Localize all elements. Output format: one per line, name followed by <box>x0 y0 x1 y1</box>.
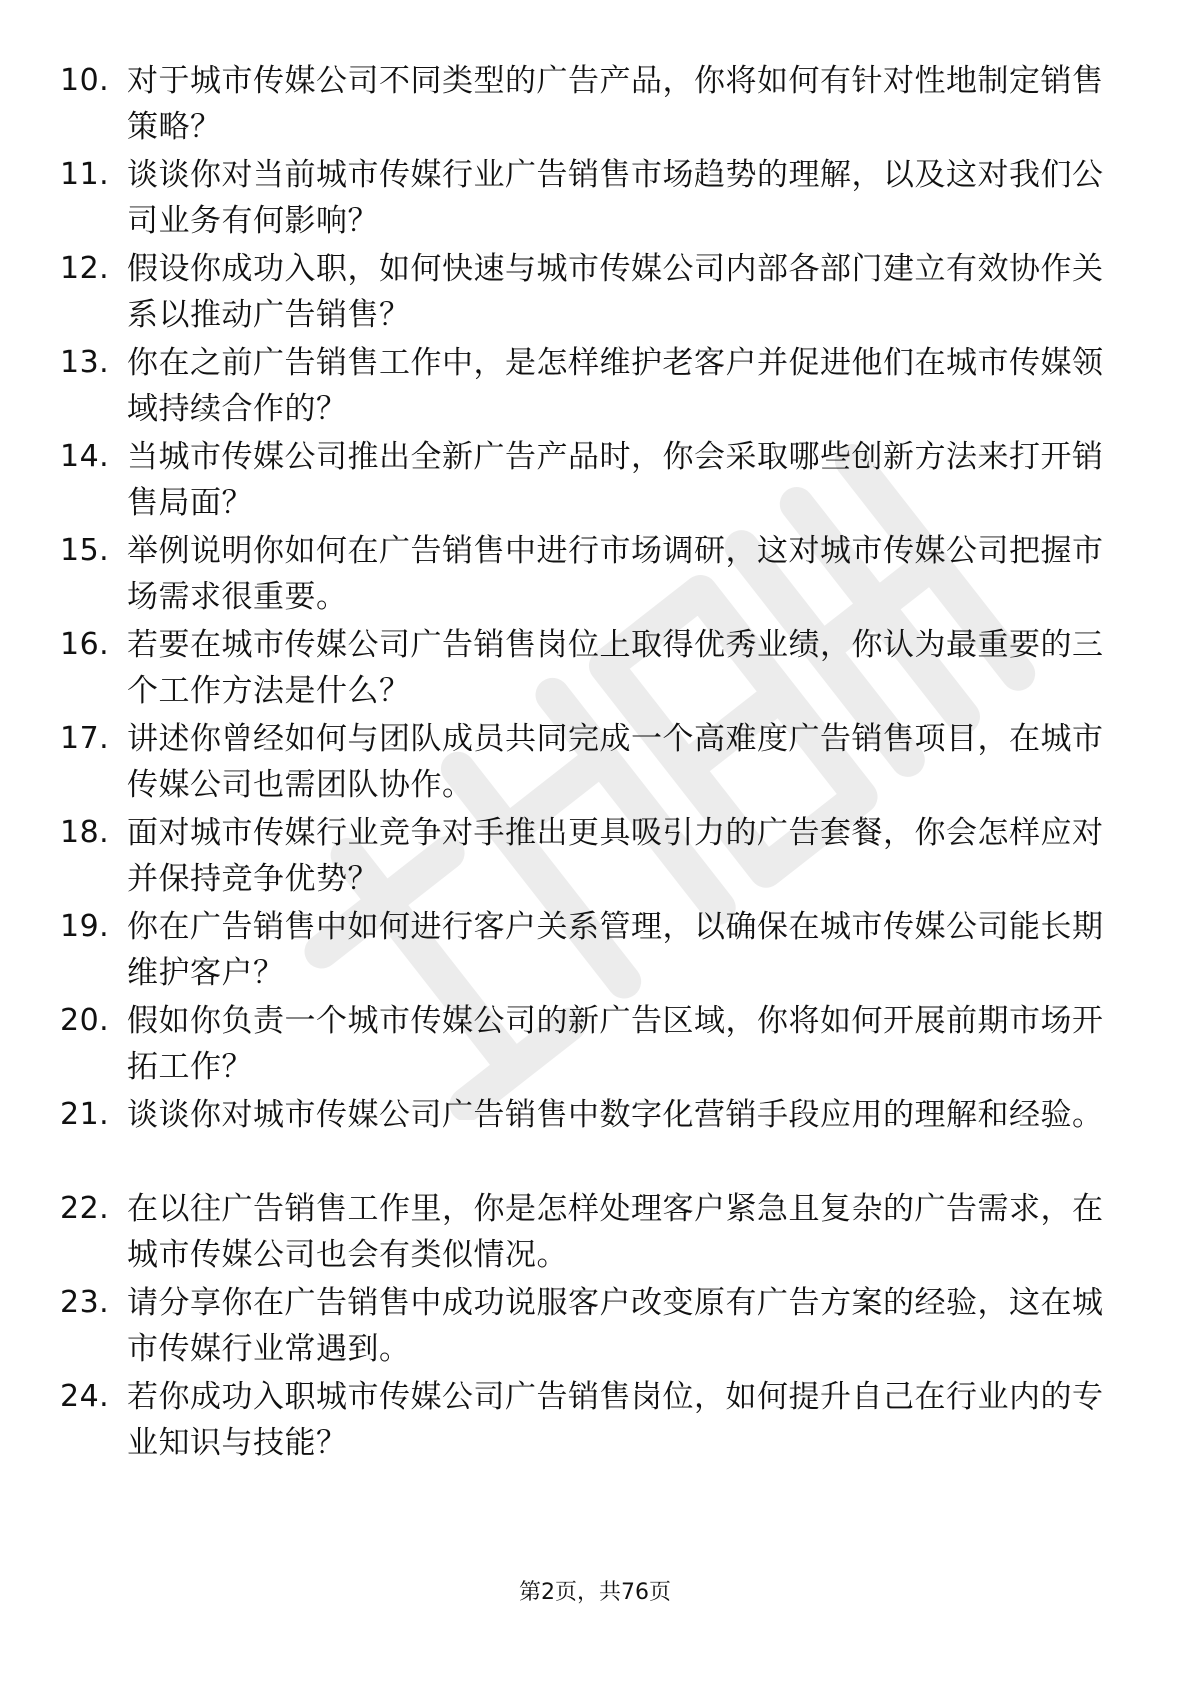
question-text: 假设你成功入职，如何快速与城市传媒公司内部各部门建立有效协作关系以推动广告销售？ <box>127 251 1104 333</box>
question-item <box>0 1368 1190 1462</box>
question-item <box>0 334 1190 428</box>
question-item <box>0 522 1190 616</box>
question-item <box>0 992 1190 1086</box>
question-text: 讲述你曾经如何与团队成员共同完成一个高难度广告销售项目，在城市传媒公司也需团队协作。 <box>127 721 1104 803</box>
question-item <box>0 1274 1190 1368</box>
question-item <box>0 1086 1190 1180</box>
question-text: 谈谈你对当前城市传媒行业广告销售市场趋势的理解，以及这对我们公司业务有何影响？ <box>127 157 1104 239</box>
page-footer <box>0 1575 1190 1606</box>
question-number: 12. <box>60 251 110 286</box>
question-item <box>0 898 1190 992</box>
question-text: 你在广告销售中如何进行客户关系管理，以确保在城市传媒公司能长期维护客户？ <box>127 909 1104 991</box>
question-text: 在以往广告销售工作里，你是怎样处理客户紧急且复杂的广告需求，在城市传媒公司也会有类似情况。 <box>127 1191 1104 1273</box>
question-item <box>0 146 1190 240</box>
question-item <box>0 1180 1190 1274</box>
question-number: 23. <box>60 1285 110 1320</box>
question-number: 21. <box>60 1097 110 1132</box>
question-number: 22. <box>60 1191 110 1226</box>
question-number: 24. <box>60 1379 110 1414</box>
question-text: 举例说明你如何在广告销售中进行市场调研，这对城市传媒公司把握市场需求很重要。 <box>127 533 1104 615</box>
question-number: 20. <box>60 1003 110 1038</box>
question-item <box>0 428 1190 522</box>
question-number: 19. <box>60 909 110 944</box>
question-number: 10. <box>60 63 110 98</box>
question-text: 谈谈你对城市传媒公司广告销售中数字化营销手段应用的理解和经验。 <box>127 1097 1104 1133</box>
question-number: 16. <box>60 627 110 662</box>
question-number: 14. <box>60 439 110 474</box>
question-number: 15. <box>60 533 110 568</box>
question-text: 当城市传媒公司推出全新广告产品时，你会采取哪些创新方法来打开销售局面？ <box>127 439 1104 521</box>
question-item <box>0 710 1190 804</box>
question-number: 13. <box>60 345 110 380</box>
question-text: 对于城市传媒公司不同类型的广告产品，你将如何有针对性地制定销售策略？ <box>127 63 1104 145</box>
question-item <box>0 804 1190 898</box>
question-item <box>0 240 1190 334</box>
question-text: 你在之前广告销售工作中，是怎样维护老客户并促进他们在城市传媒领域持续合作的？ <box>127 345 1104 427</box>
question-number: 11. <box>60 157 110 192</box>
question-list <box>0 52 1190 1462</box>
question-text: 面对城市传媒行业竞争对手推出更具吸引力的广告套餐，你会怎样应对并保持竞争优势？ <box>127 815 1104 897</box>
question-text: 若要在城市传媒公司广告销售岗位上取得优秀业绩，你认为最重要的三个工作方法是什么？ <box>127 627 1104 709</box>
question-text: 请分享你在广告销售中成功说服客户改变原有广告方案的经验，这在城市传媒行业常遇到。 <box>127 1285 1104 1367</box>
page-number-label: 第2页，共76页 <box>519 1580 671 1605</box>
question-item <box>0 52 1190 146</box>
question-item <box>0 616 1190 710</box>
question-text: 假如你负责一个城市传媒公司的新广告区域，你将如何开展前期市场开拓工作？ <box>127 1003 1104 1085</box>
question-number: 17. <box>60 721 110 756</box>
question-text: 若你成功入职城市传媒公司广告销售岗位，如何提升自己在行业内的专业知识与技能？ <box>127 1379 1104 1461</box>
question-number: 18. <box>60 815 110 850</box>
